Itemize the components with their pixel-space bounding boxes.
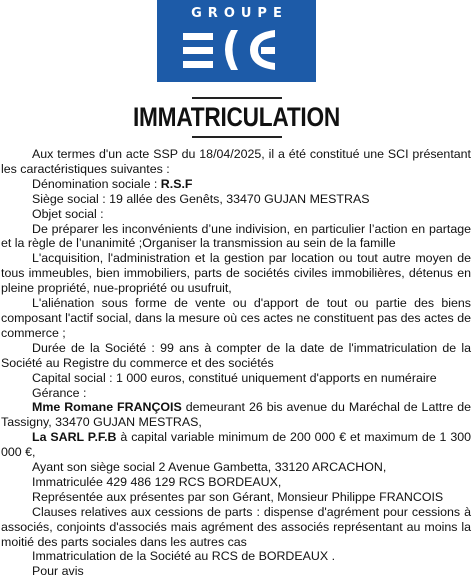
manager-1-address: demeurant 26 bis avenue du Maréchal de Lattre de Tassigny, 33470 GUJAN MESTRAS, [1,400,471,430]
paragraph-duree: Durée de la Société : 99 ans à compter de la date de l'immatriculation de la Société au Registre du commerce et des sociétés [1,340,471,370]
paragraph-objet-2: L'acquisition, l'administration et la gestion par location ou tout autre moyen de tous immeubles, bien immobiliers, parts de sociétés civiles immobilières, détenus en pleine propriété, nue-propriété ou usufruit, [1,251,471,296]
paragraph-rcs-sarl: Immatriculée 429 486 129 RCS BORDEAUX, [32,474,282,489]
manager-2-capital: à capital variable minimum de 200 000 € et maximum de 1 300 000 €, [1,430,472,460]
paragraph-gerance-label: Gérance : [32,385,87,400]
company-name: R.S.F [160,176,193,191]
paragraph-objet-3: L'aliénation sous forme de vente ou d'apport de tout ou partie des biens composant l'actif social, dans la mesure où ces actes ne constituent pas des actes de commerce ; [1,296,471,340]
title-rule-bottom [192,136,282,138]
page-title: IMMATRICULATION [132,102,341,132]
paragraph-capital: Capital social : 1 000 euros, constitué uniquement d'apports en numéraire [32,370,437,385]
paragraph-pour-avis: Pour avis [32,564,84,579]
groupe-logo [157,0,316,82]
paragraph-objet-label: Objet social : [32,206,104,221]
logo-mark-icon [157,0,316,82]
paragraph-manager-1 [1,400,471,430]
logo-text: GROUPE [191,6,288,21]
paragraph-objet-1: De préparer les inconvénients d’une indivision, en particulier l’action en partage et la règle de l’unanimité ;Organiser la transmission au sein de la famille [1,221,471,251]
title-rule-top [192,97,282,99]
paragraph-immatriculation: Immatriculation de la Société au RCS de BORDEAUX . [32,549,336,564]
denomination-label: Dénomination sociale : [32,176,161,191]
notice-body [1,147,471,579]
paragraph-denomination [1,177,471,192]
paragraph-intro: Aux termes d'un acte SSP du 18/04/2025, il a été constitué une SCI présentant les caractéristiques suivantes : [1,147,471,176]
paragraph-manager-2 [1,430,471,460]
manager-2-name: La SARL P.F.B [32,430,117,445]
paragraph-siege: Siège social : 19 allée des Genêts, 33470 GUJAN MESTRAS [32,191,370,206]
paragraph-siege-sarl: Ayant son siège social 2 Avenue Gambetta, 33120 ARCACHON, [32,460,387,475]
manager-1-name: Mme Romane FRANÇOIS [32,400,182,415]
paragraph-clauses: Clauses relatives aux cessions de parts : dispense d'agrément pour cessions à associés, conjoints d'associés mais agrément des associés représentant au moins la moitié des parts sociales dans les autres cas [1,504,471,549]
paragraph-representee: Représentée aux présentes par son Gérant, Monsieur Philippe FRANCOIS [32,489,444,504]
